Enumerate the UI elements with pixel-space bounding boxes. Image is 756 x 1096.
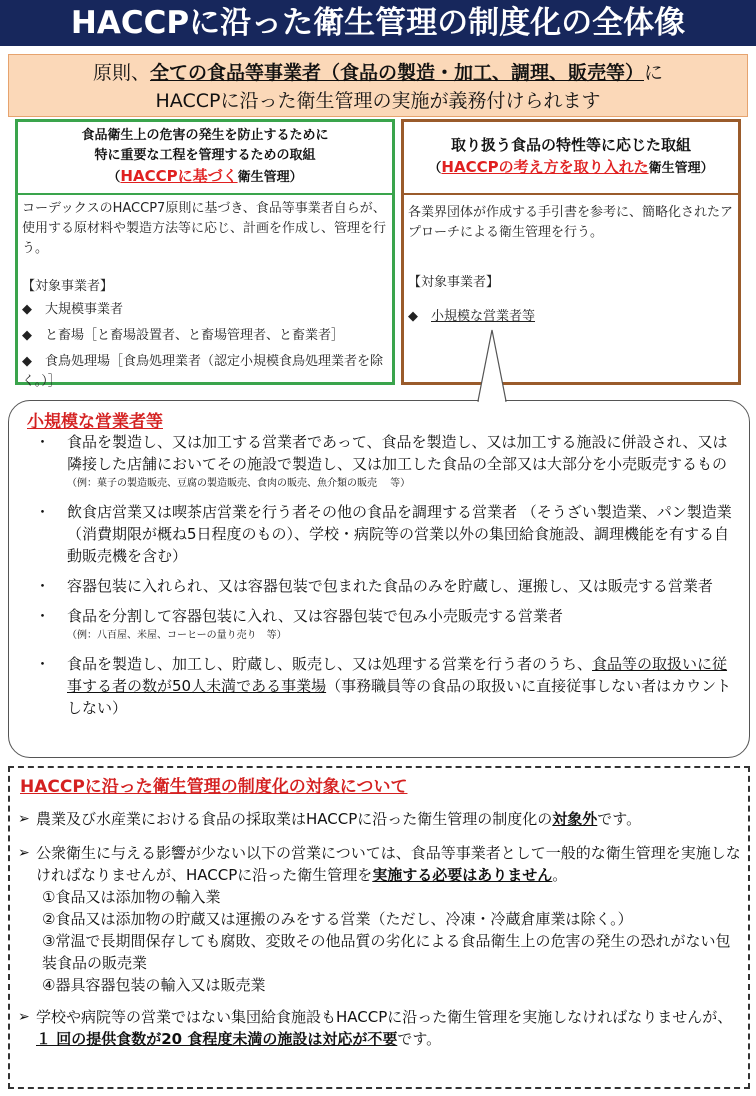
haccp-concept-body [404,195,738,327]
left-description: コーデックスのHACCP7原則に基づき、食品等事業者自らが、使用する原材料や製造方法等に応じ、計画を作成し、管理を行う。 [22,201,387,256]
small-business-section [8,400,750,758]
item-text-bold: 実施する必要はありません [372,866,553,884]
right-head-open: （ [428,161,442,176]
bullet-dot: ・ [35,503,51,521]
target-scope-list [18,808,744,1058]
item-text-pre: 学校や病院等の営業ではない集団給食施設もHACCPに沿った衛生管理を実施しなければなりませんが、 [36,1008,733,1026]
haccp-based-header [18,122,392,195]
principle-pre: 原則、 [92,62,150,84]
bullet-dot: ・ [35,577,51,595]
bullet-dot: ・ [35,607,51,625]
principle-line-2: HACCPに沿った衛生管理の実施が義務付けられます [155,90,601,112]
bullet-dot: ・ [35,655,51,673]
arrow-icon: ➢ [18,845,30,861]
list-item [29,575,741,597]
sub-item-4: ④器具容器包装の輸入又は販売業 [42,976,266,994]
small-business-list [29,431,741,727]
bullet-dot: ・ [35,433,51,451]
item-text: 容器包装に入れられ、又は容器包装で包まれた食品のみを貯蔵し、運搬し、又は販売する営業者 [67,577,713,595]
left-targets-label: 【対象事業者】 [22,279,114,294]
item-text-post: です。 [597,810,642,828]
haccp-concept-header [404,122,738,195]
left-head-red: HACCPに基づく [120,167,238,185]
left-head-close: 衛生管理） [237,170,303,185]
list-item [29,501,741,567]
list-item [29,653,741,719]
principle-post: に [644,62,664,84]
left-head-line-3 [18,166,392,188]
list-item [18,808,744,830]
left-target-1: ◆ 大規模事業者 [22,302,123,317]
left-target-2: ◆ と畜場［と畜場設置者、と畜場管理者、と畜業者］ [22,328,344,343]
sub-item-2: ②食品又は添加物の貯蔵又は運搬のみをする営業（ただし、冷凍・冷蔵倉庫業は除く。） [42,910,633,928]
sub-item-1: ①食品又は添加物の輸入業 [42,888,221,906]
item-text-post: （事務職員等の食品の取扱いに直接従事しない者はカウントしない） [67,677,732,717]
item-text-underlined: 食品等の取扱いに従事する者の数が50人未満である事業場 [67,655,728,695]
item-text-pre: 農業及び水産業における食品の採取業はHACCPに沿った衛生管理の制度化の [36,810,553,828]
list-item [18,1006,744,1050]
right-head-close: 衛生管理） [648,161,714,176]
right-description: 各業界団体が作成する手引書を参考に、簡略化されたアプローチによる衛生管理を行う。 [408,205,734,240]
haccp-based-box [15,119,395,389]
item-text-pre: 公衆衛生に与える影響が少ない以下の営業については、食品等事業者として一般的な衛生管理を実施しなければなりませんが、HACCPに沿った衛生管理を [36,844,741,884]
item-text: 食品を分割して容器包装に入れ、又は容器包装で包み小売販売する営業者 [67,607,563,625]
small-business-title: 小規模な営業者等 [27,412,163,432]
item-text-post: 。 [552,866,568,884]
item-text-bold: 対象外 [552,810,598,828]
list-item [29,605,741,645]
item-text-bold: １ 回の提供食数が20 食程度未満の施設は対応が不要 [36,1030,398,1048]
haccp-based-body [18,195,392,392]
right-head-line-2 [404,156,738,180]
right-head-red: HACCPの考え方を取り入れた [441,158,649,176]
left-head-line-2: 特に重要な工程を管理するための取組 [94,148,316,163]
target-scope-section [8,766,750,1089]
page-title: HACCPに沿った衛生管理の制度化の全体像 [0,0,756,46]
right-target-text: 小規模な営業者等 [431,309,536,324]
left-target-3: ◆ 食鳥処理場［食鳥処理業者（認定小規模食鳥処理業者を除く。）］ [22,354,383,389]
list-item [29,431,741,493]
right-target-bullet: ◆ [408,309,431,324]
haccp-concept-box [401,119,741,385]
item-text-pre: 食品を製造し、加工し、貯蔵し、販売し、又は処理する営業を行う者のうち、 [67,655,593,673]
list-item [18,842,744,996]
right-target-1 [408,307,734,327]
item-example: （例：菓子の製造販売、豆腐の製造販売、食肉の販売、魚介類の販売 等） [67,478,411,489]
arrow-icon: ➢ [18,811,30,827]
target-scope-title: HACCPに沿った衛生管理の制度化の対象について [20,777,408,797]
left-head-open: （ [107,170,121,185]
right-head-line-1: 取り扱う食品の特性等に応じた取組 [450,136,691,154]
item-text: 飲食店営業又は喫茶店営業を行う者その他の食品を調理する営業者 （そうざい製造業、パン製造業（消費期限が概ね5日程度のもの）、学校・病院等の営業以外の集団給食施設、調理機能を有する自動販売機を含む） [67,503,732,565]
item-text-post: です。 [397,1030,442,1048]
principle-line-1 [9,59,747,87]
arrow-icon: ➢ [18,1009,30,1025]
right-targets-label: 【対象事業者】 [408,275,500,290]
principle-banner [8,54,748,117]
principle-emphasis: 全ての食品等事業者（食品の製造・加工、調理、販売等） [149,62,644,84]
left-head-line-1: 食品衛生上の危害の発生を防止するために [81,128,329,143]
sub-item-3: ③常温で長期間保存しても腐敗、変敗その他品質の劣化による食品衛生上の危害の発生の恐れがない包装食品の販売業 [42,932,731,972]
item-text: 食品を製造し、又は加工する営業者であって、食品を製造し、又は加工する施設に併設され、又は隣接した店舗においてその施設で製造し、又は加工した食品の全部又は大部分を小売販売するもの [67,433,728,473]
item-example: （例：八百屋、米屋、コーヒーの量り売り 等） [67,630,287,641]
